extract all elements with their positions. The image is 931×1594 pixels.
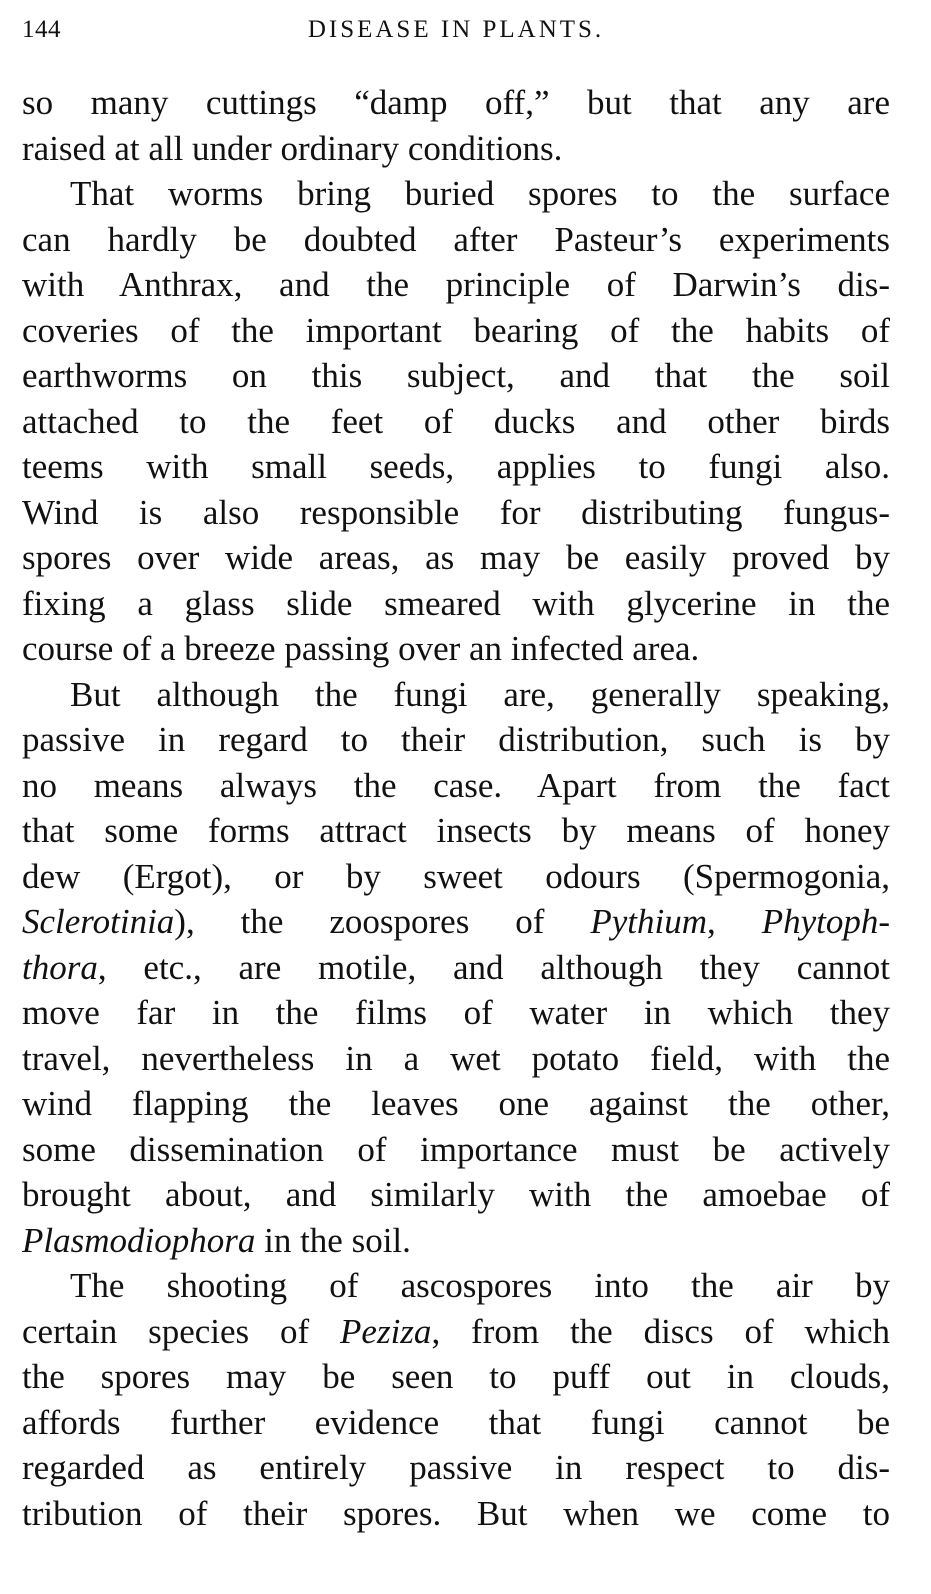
text-line: earthworms on this subject, and that the soil [22,356,890,395]
text-line: attached to the feet of ducks and other birds [22,401,890,441]
text-line: tribution of their spores. But when we come to [22,1493,890,1533]
text-line: course of a breeze passing over an infected area. [22,629,700,668]
running-title: DISEASE IN PLANTS. [307,16,605,43]
page-header [22,16,890,52]
paragraph [22,672,890,1264]
text-line: with Anthrax, and the principle of Darwin’s dis- [22,265,890,304]
text-line: that some forms attract insects by means of honey [22,811,890,850]
text-line: spores over wide areas, as may be easily proved by [22,538,890,577]
text-line: Sclerotinia), the zoospores of Pythium, Phytoph- [22,902,890,941]
text-line: But although the fungi are, generally speaking, [70,674,890,714]
text-line: no means always the case. Apart from the fact [22,765,890,805]
text-line: some dissemination of importance must be actively [22,1129,890,1169]
text-line: regarded as entirely passive in respect to dis- [22,1448,890,1487]
text-line: The shooting of ascospores into the air by [70,1266,890,1305]
paragraph [22,1263,890,1536]
text-line: wind flapping the leaves one against the other, [22,1084,890,1123]
text-line: dew (Ergot), or by sweet odours (Spermogonia, [22,856,890,896]
text-line: Wind is also responsible for distributing fungus- [22,492,890,532]
text-line: thora, etc., are motile, and although they cannot [22,947,890,987]
text-line: move far in the films of water in which they [22,993,890,1032]
text-line: fixing a glass slide smeared with glycerine in the [22,583,890,623]
text-line: teems with small seeds, applies to fungi also. [22,447,890,486]
text-line: passive in regard to their distribution, such is by [22,720,890,759]
text-line: travel, nevertheless in a wet potato field, with the [22,1038,890,1078]
text-line: Plasmodiophora in the soil. [22,1220,411,1260]
text-line: brought about, and similarly with the amoebae of [22,1175,890,1214]
paragraph [22,171,890,672]
text-line: certain species of Peziza, from the discs of which [22,1311,890,1351]
body-text [22,80,890,1536]
text-line: That worms bring buried spores to the surface [70,174,890,213]
text-line: affords further evidence that fungi cannot be [22,1402,890,1442]
text-line: so many cuttings “damp off,” but that any are [22,83,890,122]
text-line: can hardly be doubted after Pasteur’s experiments [22,219,890,259]
paragraph [22,80,890,171]
page-number: 144 [22,16,61,43]
text-line: coveries of the important bearing of the habits of [22,310,890,350]
text-line: the spores may be seen to puff out in clouds, [22,1357,890,1396]
text-line: raised at all under ordinary conditions. [22,128,563,168]
